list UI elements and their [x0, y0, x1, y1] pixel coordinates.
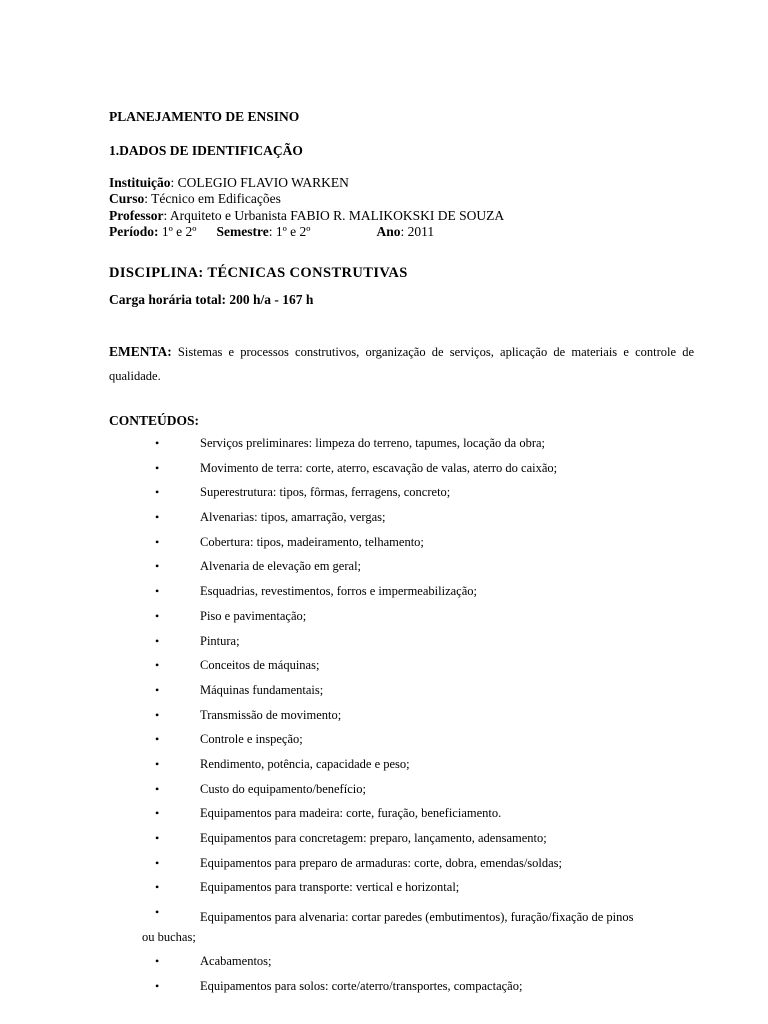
bullet-icon: • [155, 534, 160, 549]
semester-value: : 1º e 2º [268, 224, 311, 239]
bullet-icon: • [155, 855, 160, 870]
list-item [0, 880, 768, 905]
list-item-text: Superestrutura: tipos, fôrmas, ferragens, concreto; [200, 485, 451, 500]
list-item [0, 609, 768, 634]
list-item-text: Alvenaria de elevação em geral; [200, 559, 362, 574]
bullet-icon: • [155, 732, 160, 747]
year-label: Ano [376, 224, 401, 239]
bullet-icon: • [155, 707, 160, 722]
course-line [109, 191, 281, 207]
list-item [0, 559, 768, 584]
list-item-text: Acabamentos; [200, 954, 272, 969]
list-item-text: Máquinas fundamentais; [200, 682, 324, 697]
list-item [0, 485, 768, 510]
list-item [0, 461, 768, 486]
bullet-icon: • [155, 608, 160, 623]
professor-label: Professor [109, 208, 164, 223]
list-item [0, 436, 768, 461]
bullet-icon: • [155, 831, 160, 845]
list-item [0, 979, 768, 1004]
list-item-text: Conceitos de máquinas; [200, 658, 320, 673]
institution-value: : COLEGIO FLAVIO WARKEN [170, 175, 349, 190]
list-item-text: Equipamentos para solos: corte/aterro/transportes, compactação; [200, 979, 523, 994]
list-item-text: Cobertura: tipos, madeiramento, telhamento; [200, 534, 424, 549]
list-item [0, 683, 768, 708]
list-item-text: Transmissão de movimento; [200, 707, 342, 722]
list-item [0, 831, 768, 856]
list-item-text: Equipamentos para transporte: vertical e horizontal; [200, 880, 460, 895]
list-item [0, 954, 768, 979]
bullet-icon: • [155, 510, 160, 525]
bullet-icon: • [155, 460, 160, 475]
bullet-icon: • [155, 756, 160, 771]
ementa-text: Sistemas e processos construtivos, organização de serviços, aplicação de materiais e controle de qualidade. [109, 345, 694, 383]
list-item-text: Rendimento, potência, capacidade e peso; [200, 756, 410, 771]
list-item-text: Equipamentos para preparo de armaduras: corte, dobra, emendas/soldas; [200, 855, 563, 870]
list-item-text: Equipamentos para concretagem: preparo, lançamento, adensamento; [200, 831, 547, 845]
bullet-icon: • [155, 905, 160, 920]
bullet-icon: • [155, 979, 160, 994]
list-item-text: Equipamentos para madeira: corte, furação, beneficiamento. [200, 806, 502, 821]
list-item [0, 584, 768, 609]
course-value: : Técnico em Edificações [144, 191, 281, 206]
bullet-icon: • [155, 781, 160, 796]
list-item [0, 905, 768, 954]
list-item [0, 782, 768, 807]
list-item-text-continuation: ou buchas; [142, 929, 196, 944]
list-item [0, 510, 768, 535]
course-label: Curso [109, 191, 145, 206]
list-item [0, 856, 768, 881]
bullet-icon: • [155, 954, 160, 969]
institution-label: Instituição [109, 175, 171, 190]
list-item-text: Custo do equipamento/benefício; [200, 781, 366, 796]
bullet-icon: • [155, 485, 160, 500]
list-item-text: Pintura; [200, 633, 240, 648]
list-item [0, 535, 768, 560]
list-item-text: Equipamentos para alvenaria: cortar paredes (embutimentos), furação/fixação de pinos [200, 910, 634, 925]
bullet-icon: • [155, 682, 160, 697]
list-item-text: Piso e pavimentação; [200, 608, 307, 623]
list-item [0, 708, 768, 733]
list-item-text: Controle e inspeção; [200, 732, 303, 747]
list-item [0, 757, 768, 782]
ementa-paragraph [109, 340, 694, 388]
list-item [0, 634, 768, 659]
bullet-icon: • [155, 584, 160, 599]
contents-list [0, 436, 768, 1004]
bullet-icon: • [155, 806, 160, 821]
list-item [0, 732, 768, 757]
document-title: PLANEJAMENTO DE ENSINO [109, 109, 300, 124]
period-label: Período: [109, 224, 159, 239]
year-value: : 2011 [400, 224, 435, 239]
semester-label: Semestre [216, 224, 269, 239]
section-heading: 1.DADOS DE IDENTIFICAÇÃO [109, 143, 303, 158]
bullet-icon: • [155, 658, 160, 673]
list-item-text: Esquadrias, revestimentos, forros e impermeabilização; [200, 584, 477, 599]
list-item [0, 658, 768, 683]
period-line [109, 224, 434, 240]
list-item-text: Movimento de terra: corte, aterro, escavação de valas, aterro do caixão; [200, 460, 558, 475]
period-value: 1º e 2º [158, 224, 197, 239]
institution-line [109, 175, 349, 191]
bullet-icon: • [155, 633, 160, 648]
list-item [0, 806, 768, 831]
contents-heading: CONTEÚDOS: [109, 413, 200, 428]
ementa-label: EMENTA: [109, 344, 172, 359]
professor-line [109, 208, 504, 224]
list-item-text: Serviços preliminares: limpeza do terreno, tapumes, locação da obra; [200, 436, 546, 450]
workload: Carga horária total: 200 h/a - 167 h [109, 292, 314, 307]
professor-value: : Arquiteto e Urbanista FABIO R. MALIKOKSKI DE SOUZA [163, 208, 505, 223]
bullet-icon: • [155, 436, 160, 450]
bullet-icon: • [155, 880, 160, 895]
discipline-title: DISCIPLINA: TÉCNICAS CONSTRUTIVAS [109, 265, 408, 281]
bullet-icon: • [155, 559, 160, 574]
list-item-text: Alvenarias: tipos, amarração, vergas; [200, 510, 386, 525]
